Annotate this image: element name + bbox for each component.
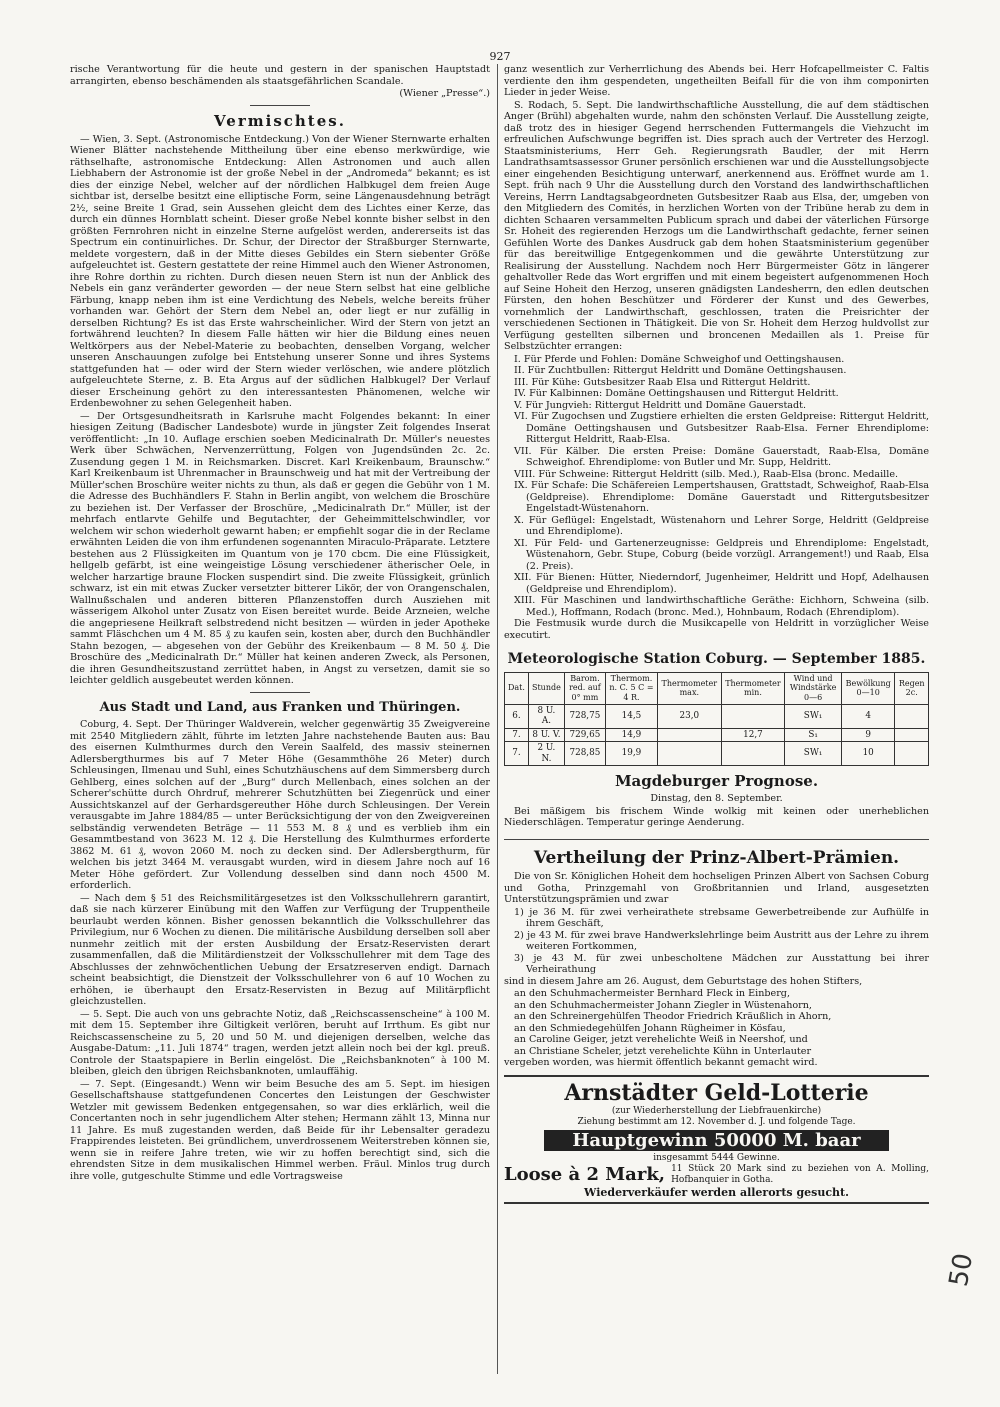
table-cell: 8 U. A. [528,704,564,728]
prize-item: V. Für Jungvieh: Rittergut Heldritt und Domäne Gauerstadt. [514,399,807,411]
prognose-text: Bei mäßigem bis frischem Winde wolkig mit keinen oder unerheblichen Niederschlägen. Temperatur geringe Aenderung. [504,805,929,829]
table-cell [895,742,929,766]
table-row [505,704,929,728]
list-item: an den Schuhmachermeister Johann Ziegler in Wüstenahorn, [514,999,812,1011]
weather-header: Barom. red. auf 0° mm [564,672,605,704]
right-column [504,64,929,1204]
article-reichscassenscheine: — 5. Sept. Die auch von uns gebrachte Notiz, daß „Reichscassenscheine“ à 100 M. mit dem 15. September ihre Giltigkeit verlören, beruht auf Irrthum. Es gibt nur Reichscassenscheine zu 5, 20 und 50 M. und diejenigen derselben, welche das Ausgabe-Datum: „11. Juli 1874“ tragen, werden jetzt allein noch bei der kgl. preuß. Controle der Staatspapiere in Berlin eingelöst. Die „Reichsbanknoten“ à 100 M. bleiben, gleich den übrigen Reichsbanknoten, umlauffähig. [70,1008,490,1078]
table-row [505,728,929,742]
list-item: 2) je 43 M. für zwei brave Handwerkslehrlinge beim Austritt aus der Lehre zu ihrem weiteren Fortkommen, [514,929,929,953]
table-cell: 14,5 [605,704,657,728]
lottery-draw-date: Ziehung bestimmt am 12. November d. J. und folgende Tage. [577,1116,856,1127]
table-cell: SW₁ [785,742,842,766]
section-title-vermischtes: Vermischtes. [214,111,346,130]
table-cell: 7. [505,728,529,742]
prognose-date: Dinstag, den 8. September. [650,793,783,805]
prize-list [504,354,929,619]
prize-item: II. Für Zuchtbullen: Rittergut Heldritt und Domäne Oettingshausen. [514,365,847,376]
prinz-albert-list [504,907,929,976]
source-attribution: (Wiener „Presse“.) [399,88,490,99]
prize-item: XI. Für Feld- und Gartenerzeugnisse: Geldpreis und Ehrendiplome: Engelstadt, Wüstenahorn, Gebr. Stupe, Coburg (beide vorzügl. Arrangement!) und Raab, Elsa (2. Preis). [514,537,929,572]
lottery-main-prize: Hauptgewinn 50000 M. baar [544,1130,889,1152]
page-number: 927 [489,50,511,63]
weather-header: Dat. [505,672,529,704]
weather-header: Thermometer min. [721,672,785,704]
table-cell: 10 [841,742,894,766]
prize-item: VII. Für Kälber. Die ersten Preise: Domäne Gauerstadt, Raab-Elsa, Domäne Schweighof. Ehrendiplome: von Butler und Mr. Supp, Heldritt. [514,445,929,468]
table-cell [657,728,721,742]
weather-header: Wind und Windstärke 0—6 [785,672,842,704]
list-item: an den Schmiedegehülfen Johann Rügheimer in Kösfau, [514,1022,786,1034]
article-concert-continuation: ganz wesentlich zur Verherrlichung des Abends bei. Herr Hofcapellmeister C. Faltis verdiente den ihm gespendeten, ungetheilten Beifall für die von ihm componirten Lieder in jeder Weise. [504,64,929,98]
prinz-albert-intro: Die von Sr. Königlichen Hoheit dem hochseligen Prinzen Albert von Sachsen Coburg und Gotha, Prinzgemahl von Großbritannien und Irland, ausgesetzten Unterstützungsprämien und zwar [504,871,929,906]
divider [250,105,310,106]
table-cell: 729,65 [564,728,605,742]
lottery-prize-count: insgesammt 5444 Gewinne. [653,1153,780,1164]
lottery-price: Loose à 2 Mark, [504,1164,666,1186]
table-cell [657,742,721,766]
table-row [505,742,929,766]
table-cell: S₁ [785,728,842,742]
lottery-resellers: Wiederverkäufer werden allerorts gesucht. [584,1185,849,1199]
table-cell: 12,7 [721,728,785,742]
column-divider [497,64,498,1374]
table-cell: 23,0 [657,704,721,728]
table-cell: 9 [841,728,894,742]
weather-header: Thermom. n. C. 5 C = 4 R. [605,672,657,704]
prize-item: VIII. Für Schweine: Rittergut Heldritt (silb. Med.), Raab-Elsa (bronc. Medaille. [514,468,899,480]
festmusik-note: Die Festmusik wurde durch die Musikcapelle von Heldritt in vorzüglicher Weise executirt. [504,618,929,641]
prinz-albert-text: sind in diesem Jahre am 26. August, dem Geburtstage des hohen Stifters, [504,975,863,987]
prize-item: XIII. Für Maschinen und landwirthschaftliche Geräthe: Eichhorn, Schweina (silb. Med.), Hoffmann, Rodach (bronc. Med.), Hohnbaum, Rodach (Ehrendiplom). [514,595,929,618]
table-cell: SW₁ [785,704,842,728]
weather-header: Stunde [528,672,564,704]
list-item: 3) je 43 M. für zwei unbescholtene Mädchen zur Ausstattung bei ihrer Verheirathung [514,952,929,976]
prize-item: IV. Für Kalbinnen: Domäne Oettingshausen und Rittergut Heldritt. [514,388,839,399]
table-cell: 19,9 [605,742,657,766]
table-cell: 7. [505,742,529,766]
list-item: an den Schreinergehülfen Theodor Friedrich Kräußlich in Ahorn, [514,1011,832,1023]
lottery-subtitle: (zur Wiederherstellung der Liebfrauenkirche) [611,1106,822,1117]
table-cell [895,704,929,728]
lottery-price-row [504,1164,929,1186]
lottery-seller: 11 Stück 20 Mark sind zu beziehen von A. Molling, Hofbanquier in Gotha. [671,1164,929,1185]
weather-header: Regen 2c. [895,672,929,704]
table-cell: 14,9 [605,728,657,742]
table-cell: 6. [505,704,529,728]
article-karlsruhe: — Der Ortsgesundheitsrath in Karlsruhe macht Folgendes bekannt: In einer hiesigen Zeitung (Badischer Landesbote) wurde in jüngster Zeit folgendes Inserat veröffentlicht: „In 10. Auflage erschien soeben Medicinalrath Dr. Müller's neuestes Werk über Schwächen, Nervenzerrüttung, Folgen von Jugendsünden 2c. 2c. Zusendung gegen 1 M. in Reichsmarken. Discret. Karl Kreikenbaum, Braunschw.“ Karl Kreikenbaum ist Uhrenmacher in Braunschweig und hat mit der Vertreibung der Müller'schen Broschüre weiter nichts zu thun, als daß er gegen die Gebühr von 1 M. die Adresse des Buchhändlers F. Stahn in Berlin angibt, von welchem die Broschüre zu beziehen ist. Der Verfasser der Broschüre, „Medicinalrath Dr.“ Müller, ist der mehrfach entlarvte Gehilfe und Begutachter, der Geheimmittelschwindler, vor welchem wir schon wiederholt gewarnt haben; er empfiehlt sogar die in der Reclame erwähnten Leiden die von ihm erfundenen sogenannten Miraculo-Präparate. Letztere bestehen aus 2 Flüssigkeiten im Quantum von je 170 cbcm. Die eine Flüssigkeit, hellgelb gefärbt, ist eine weingeistige Lösung verschiedener ätherischer Oele, in welcher harzartige braune Flocken suspendirt sind. Die zweite Flüssigkeit, grünlich schwarz, ist ein mit etwas Zucker versetzter bitterer Likör, der von Orangenschalen, Wallnußschalen und anderen bitteren Pflanzenstoffen durch Ausziehen mit wässerigem Alkohol unter Zusatz von Eisen bereitet wurde. Beide Arzneien, welche die angepriesene Heilkraft selbstredend nicht besitzen — würden in jeder Apotheke sammt Fläschchen um 4 M. 85 ₰ zu kaufen sein, kosten aber, durch den Buchhändler Stahn bezogen, — abgesehen von der Gebühr des Kreikenbaum — 8 M. 50 ₰. Die Broschüre des „Medicinalrath Dr.“ Müller hat keinen anderen Zweck, als Personen, die ihren Gesundheitszustand zerrüttet haben, in Angst zu versetzen, damit sie so leichter geldlich ausgebeutet werden können. [70,410,490,686]
article-rodach: S. Rodach, 5. Sept. Die landwirthschaftliche Ausstellung, die auf dem städtischen Anger (Brühl) abgehalten wurde, nahm den schönsten Verlauf. Die Ausstellung zeigte, daß trotz des in hiesiger Gegend herrschenden Futtermangels die Viehzucht im erfreulichen Aufschwunge begriffen ist. Dies sprach auch der Vertreter des Herzogl. Staatsministeriums, Herr Geh. Regierungsrath Baudler, der mit Herrn Landrathsamtsassessor Gruner persönlich erschienen war und die Ausstellungsobjecte einer eingehenden Besichtigung unterwarf, anerkennend aus. Eröffnet wurde am 1. Sept. früh nach 9 Uhr die Ausstellung durch den Vorstand des landwirthschaftlichen Vereins, Herrn Landtagsabgeordneten Gutsbesitzer Raab aus Elsa, der, umgeben von den Mitgliedern des Comités, in herzlichen Worten von der Tribüne herab zu dem in dichten Schaaren versammelten Publicum sprach und dabei der väterlichen Fürsorge Sr. Hoheit des regierenden Herzogs um die Landwirthschaft gedachte, ferner seinen Gefühlen Worte des Dankes Ausdruck gab dem hohen Staatsministerium gegenüber für das bereitwillige Entgegenkommen und die gewährte Unterstützung zur Realisirung der Ausstellung. Nachdem noch Herr Bürgermeister Götz in längerer gehaltvoller Rede das Wort ergriffen und mit einem begeistert aufgenommenen Hoch auf Seine Hoheit den Herzog, unseren gnädigsten Landesherrn, den edlen deutschen Fürsten, den hohen Beschützer und Förderer der Kunst und des Gewerbes, vornehmlich der Landwirthschaft, geschlossen, traten die Preisrichter der verschiedenen Sectionen in Thätigkeit. Die von Sr. Hoheit dem Herzog huldvollst zur Verfügung gestellten silbernen und broncenen Medaillen als 1. Preise für Selbstzüchter errangen: [504,99,929,352]
table-cell [721,704,785,728]
prize-item: I. Für Pferde und Fohlen: Domäne Schweighof und Oettingshausen. [514,353,845,365]
table-cell: 728,75 [564,704,605,728]
list-item: an Caroline Geiger, jetzt verehelichte Weiß in Neershof, und [514,1034,808,1046]
prize-item: III. Für Kühe: Gutsbesitzer Raab Elsa und Rittergut Heldritt. [514,376,811,388]
lottery-advertisement [504,1075,929,1204]
prize-item: IX. Für Schafe: Die Schäfereien Lempertshausen, Grattstadt, Schweighof, Raab-Elsa (Geldpreise). Ehrendiplome: Domäne Gauerstadt und Rittergutsbesitzer Engelstadt-Wüstenahorn. [514,480,929,514]
prize-item: VI. Für Zugochsen und Zugstiere erhielten die ersten Geldpreise: Rittergut Heldritt, Domäne Oettingshausen und Gutsbesitzer Raab-Elsa. Ferner Ehrendiplome: Rittergut Heldritt, Raab-Elsa. [514,411,929,445]
table-cell: 728,85 [564,742,605,766]
prize-item: XII. Für Bienen: Hütter, Niederndorf, Jugenheimer, Heldritt und Hopf, Adelhausen (Geldpreise und Ehrendiplom). [514,572,929,595]
article-reichsmilitaer: — Nach dem § 51 des Reichsmilitärgesetzes ist den Volksschullehrern garantirt, daß sie nach kürzerer Einübung mit den Waffen zur Verfügung der Truppentheile beurlaubt werden können. Bisher genossen bekanntlich die Volksschullehrer das Privilegium, nur 6 Wochen zu dienen. Die militärische Ausbildung derselben soll aber nunmehr zeitlich mit der ersten Ausbildung der Ersatz-Reservisten derart zusammenfallen, daß die Militärdienstzeit der Volksschullehrer mit dem Tage des Abschlusses der zehnwöchentlichen Uebung der Ersatzreserven endigt. Darnach scheint beabsichtigt, die Dienstzeit der Volksschullehrer von 6 auf 10 Wochen zu erhöhen, ie überhaupt den Ersatz-Reservisten in Bezug auf Militärpflicht gleichzustellen. [70,892,490,1008]
left-column [70,64,490,1183]
prinz-albert-recipients [504,988,929,1057]
handwritten-margin-note: 50 [943,1251,980,1289]
list-item: an den Schuhmachermeister Bernhard Fleck in Einberg, [514,988,790,1000]
table-cell [721,742,785,766]
article-concert: — 7. Sept. (Eingesandt.) Wenn wir beim Besuche des am 5. Sept. im hiesigen Gesellschaftshause stattgefundenen Concertes den Leistungen der Geschwister Wetzler mit gewissem Bedenken entgegensahen, so war dies erklärlich, weil die Concertanten noch in sehr jugendlichem Alter stehen; Hermann zählt 13, Minna nur 11 Jahre. Es muß zugestanden werden, daß Beide für ihr Lebensalter geradezu Frappirendes leisteten. Bei gründlichem, unverdrossenem Weiterstreben können sie, wenn sie in reifere Jahre treten, wie wir zu hoffen berechtigt sind, sich die ehrendsten Sitze in dem musikalischen Himmel werben. Fräul. Minlos trug durch ihre volle, gutgeschulte Stimme und edle Vortragsweise [70,1078,490,1182]
prize-item: X. Für Geflügel: Engelstadt, Wüstenahorn und Lehrer Sorge, Heldritt (Geldpreise und Ehrendiplome). [514,514,929,537]
table-cell: 2 U. N. [528,742,564,766]
article-coburg: Coburg, 4. Sept. Der Thüringer Waldverein, welcher gegenwärtig 35 Zweigvereine mit 2540 Mitgliedern zählt, führte im letzten Jahre nachstehende Bauten aus: Bau des eisernen Kulmthurmes durch den Verein Saalfeld, des massiv steinernen Adlersbergthurmes bis auf 7 Meter Höhe (Gesammthöhe 26 Meter) durch Schleusingen, Ilmenau und Suhl, eines Schutzhäuschens auf dem Simmersberg durch Gehlberg, eines solchen auf der „Burg“ durch Mellenbach, eines solchen an der Scherer'schütte durch Ohrdruf, mehrerer Schutzhütten bei Ziegenrück und einer Aussichtskanzel auf der Gerhardsgereuther Höhe durch Schleusingen. Der Verein verausgabte im Jahre 1884/85 — unter Berücksichtigung der von den Zweigvereinen selbständig verwendeten Beträge — 11 553 M. 8 ₰ und es verblieb ihm ein Gesammtbestand von 3623 M. 12 ₰. Die Herstellung des Kulmthurmes erforderte 3862 M. 61 ₰, wovon 2060 M. noch zu decken sind. Der Adlersbergthurm, für welchen bis jetzt 3464 M. verausgabt wurden, wird in diesem Jahre noch auf 16 Meter Höhe gefördert. Zur Vollendung desselben sind dann noch 4500 M. erforderlich. [70,719,490,892]
table-cell [895,728,929,742]
table-cell: 4 [841,704,894,728]
section-title-stadt-land: Aus Stadt und Land, aus Franken und Thüringen. [99,699,461,715]
divider [250,692,310,693]
weather-title: Meteorologische Station Coburg. — September 1885. [507,651,926,667]
list-item: 1) je 36 M. für zwei verheirathete strebsame Gewerbetreibende zur Aufhülfe in ihrem Geschäft, [514,906,929,930]
list-item: an Christiane Scheler, jetzt verehelichte Kühn in Unterlauter [514,1045,812,1057]
weather-header: Thermometer max. [657,672,721,704]
article-continuation: rische Verantwortung für die heute und gestern in der spanischen Hauptstadt arrangirten, ebenso beschämenden als staatsgefährlichen Scandale. [70,64,490,87]
weather-header: Bewölkung 0—10 [841,672,894,704]
article-wien: — Wien, 3. Sept. (Astronomische Entdeckung.) Von der Wiener Sternwarte erhalten Wiener Blätter nachstehende Mittheilung über eine ebenso merkwürdige, wie räthselhafte, astronomische Entdeckung: Allen Astronomen und auch allen Liebhabern der Astronomie ist der große Nebel in der „Andromeda“ bekannt; es ist dies der einzige Nebel, welcher auf der nördlichen Halbkugel dem freien Auge sichtbar ist, derselbe besitzt eine elliptische Form, seine Längenausdehnung beträgt 2½, seine Breite 1 Grad, sein Aussehen gleicht dem des Lichtes einer Kerze, das durch ein dünnes Hornblatt scheint. Dieser große Nebel konnte bisher selbst in den größten Fernrohren nicht in einzelne Sterne aufgelöst werden, andererseits ist das Spectrum ein continuirliches. Dr. Schur, der Director der Straßburger Sternwarte, meldete vorgestern, daß in der Mitte dieses Gebildes ein Stern siebenter Größe aufgeleuchtet ist. Gestern gestattete der reine Himmel auch den Wiener Astronomen, ihre Rohre dorthin zu richten. Durch diesen neuen Stern ist nun der Anblick des Nebels ein ganz veränderter geworden — der neue Stern selbst hat eine gelbliche Färbung, knapp neben ihm ist eine Verdichtung des Nebels, welche bereits früher vorhanden war. Gehört der Stern dem Nebel an, oder liegt er nur zufällig in derselben Richtung? Es ist das Erste wahrscheinlicher. Wird der Stern von jetzt an fortwährend leuchten? In diesem Falle hätten wir hier die Bildung eines neuen Weltkörpers aus der Nebel-Materie zu beobachten, denselben Vorgang, welcher unseren Anschauungen zufolge bei Entstehung unserer Sonne und ihres Systems stattgefunden hat — oder wird der Stern wieder verlöschen, wie andere plötzlich aufgeleuchtete Sterne, z. B. Eta Argus auf der südlichen Halbkugel? Der Verlauf dieser Erscheinung gehört zu den interessantesten Phänomenen, welche wir Erdenbewohner zu sehen Gelegenheit haben. [70,133,490,409]
prinz-albert-close: vergeben worden, was hiermit öffentlich bekannt gemacht wird. [504,1057,818,1069]
table-cell: 8 U. V. [528,728,564,742]
weather-table [504,672,929,767]
prinz-albert-title: Vertheilung der Prinz-Albert-Prämien. [504,839,929,868]
prognose-title: Magdeburger Prognose. [614,772,819,791]
lottery-title: Arnstädter Geld-Lotterie [564,1079,869,1106]
